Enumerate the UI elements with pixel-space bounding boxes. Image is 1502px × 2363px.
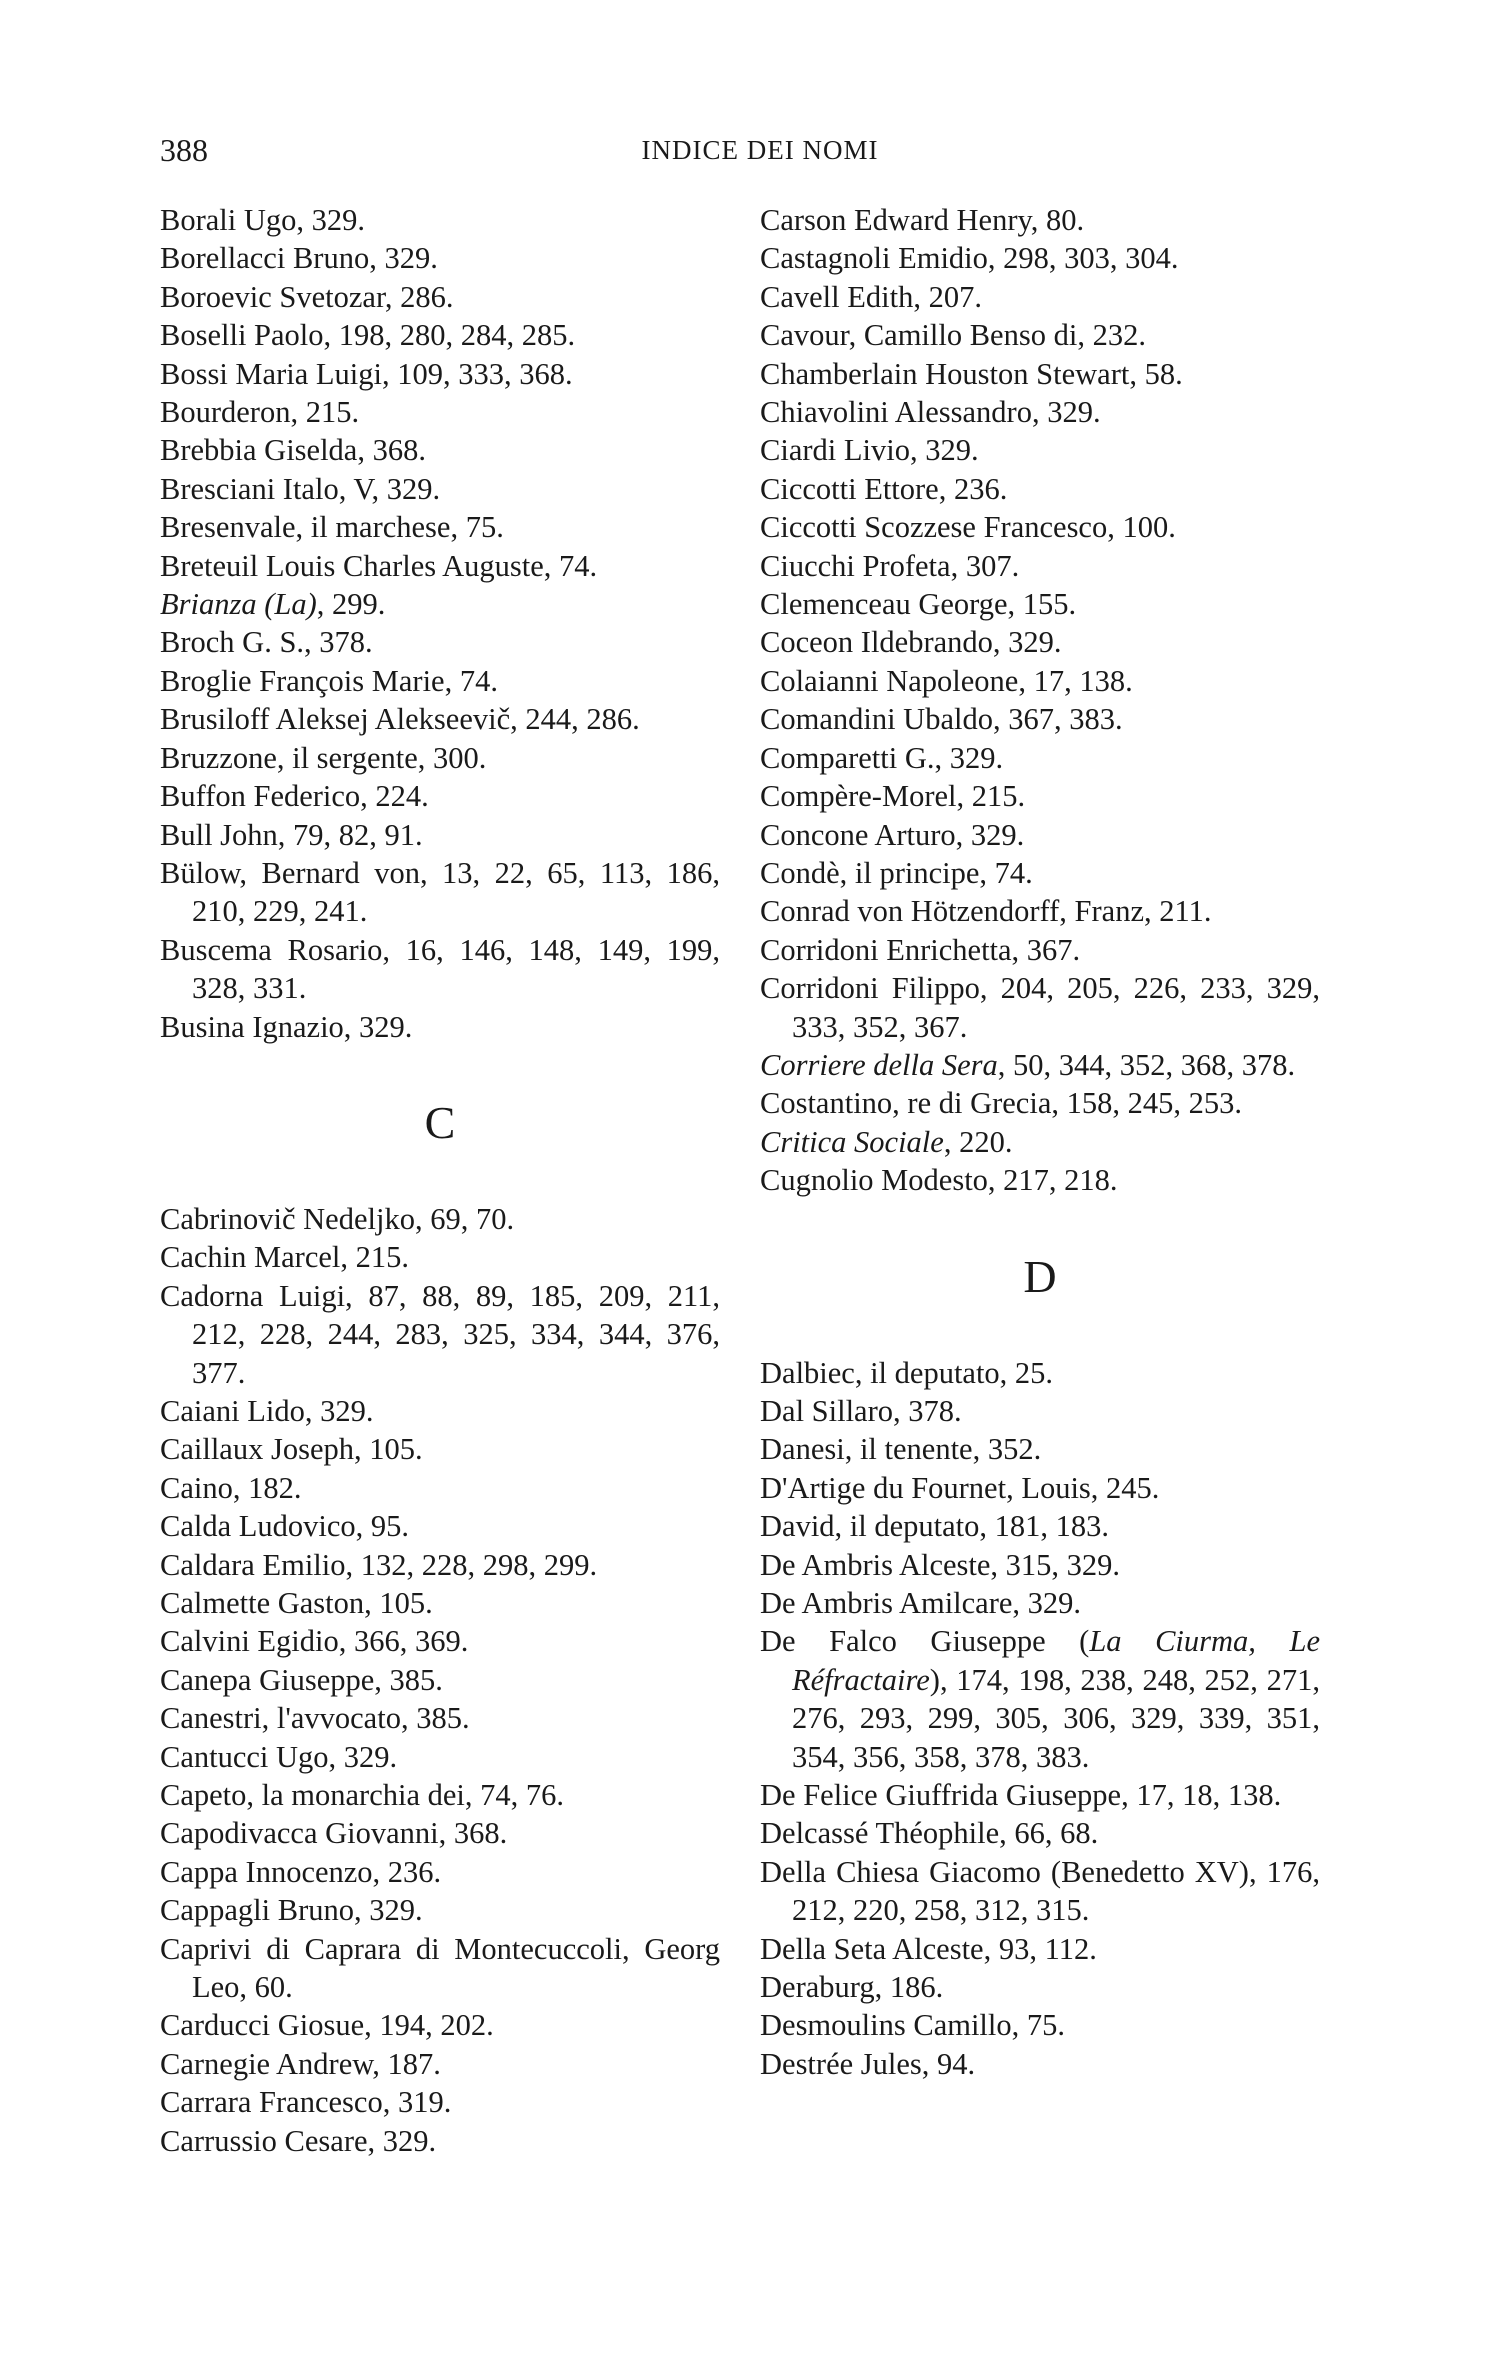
entry-text: Borellacci Bruno, 329. — [160, 241, 438, 276]
index-entry — [160, 1661, 720, 1699]
index-entry — [760, 1084, 1320, 1122]
entry-text: Dalbiec, il deputato, 25. — [760, 1355, 1054, 1390]
entry-text: Conrad von Hötzendorff, Franz, 211. — [760, 894, 1212, 929]
index-entry — [760, 892, 1320, 930]
index-entry — [160, 662, 720, 700]
index-entry — [760, 1814, 1320, 1852]
index-entry — [160, 1814, 720, 1852]
index-entry — [760, 816, 1320, 854]
entry-text: Carrussio Cesare, 329. — [160, 2123, 437, 2158]
entry-text: Bresenvale, il marchese, 75. — [160, 510, 504, 545]
entry-text: Della Chiesa Giacomo (Benedetto XV), 176, 212, 220, 258, 312, 315. — [760, 1854, 1320, 1928]
entry-text: Bresciani Italo, V, 329. — [160, 471, 441, 506]
index-entry — [160, 201, 720, 239]
index-entry — [160, 585, 720, 623]
index-entry — [760, 508, 1320, 546]
entry-text: Canepa Giuseppe, 385. — [160, 1662, 443, 1697]
entry-text: Buscema Rosario, 16, 146, 148, 149, 199, 328, 331. — [160, 932, 720, 1006]
index-entry — [160, 1738, 720, 1776]
index-entry — [760, 1392, 1320, 1430]
entry-text: Capeto, la monarchia dei, 74, 76. — [160, 1778, 565, 1813]
index-entry — [760, 777, 1320, 815]
entry-text: Cavour, Camillo Benso di, 232. — [760, 318, 1146, 353]
entry-italic-title: La Ciurma, Le Réfractaire — [792, 1624, 1320, 1697]
entry-text: Concone Arturo, 329. — [760, 817, 1025, 852]
entry-text: Castagnoli Emidio, 298, 303, 304. — [760, 241, 1179, 276]
index-entry — [760, 470, 1320, 508]
entry-text: Cachin Marcel, 215. — [160, 1240, 410, 1275]
entry-text: Calvini Egidio, 366, 369. — [160, 1624, 469, 1659]
index-entry — [760, 2006, 1320, 2044]
index-entry — [760, 1968, 1320, 2006]
entry-text: Bülow, Bernard von, 13, 22, 65, 113, 186, 210, 229, 241. — [160, 855, 720, 929]
index-entry — [760, 1853, 1320, 1930]
index-entry — [160, 623, 720, 661]
entry-text: Broch G. S., 378. — [160, 625, 373, 660]
index-entry — [760, 431, 1320, 469]
entry-text: Bourderon, 215. — [160, 395, 360, 430]
entry-text: Colaianni Napoleone, 17, 138. — [760, 663, 1133, 698]
index-entry — [160, 1699, 720, 1737]
entry-text: Calmette Gaston, 105. — [160, 1586, 433, 1620]
entry-text: Della Seta Alceste, 93, 112. — [760, 1931, 1097, 1966]
index-entry — [160, 1546, 720, 1584]
entry-text: Brebbia Giselda, 368. — [160, 433, 426, 468]
entry-text: Condè, il principe, 74. — [760, 855, 1033, 890]
entry-text: Cappagli Bruno, 329. — [160, 1893, 423, 1928]
index-entry — [760, 2045, 1320, 2083]
entry-italic-title: Brianza (La) — [160, 587, 317, 622]
entry-text: Brusiloff Aleksej Alekseevič, 244, 286. — [160, 702, 640, 737]
index-entry — [160, 1584, 720, 1622]
index-entry — [160, 278, 720, 316]
entry-text: Danesi, il tenente, 352. — [760, 1432, 1042, 1467]
entry-text: Caldara Emilio, 132, 228, 298, 299. — [160, 1547, 598, 1582]
entry-text: Chamberlain Houston Stewart, 58. — [760, 356, 1183, 391]
entry-text: Bossi Maria Luigi, 109, 333, 368. — [160, 356, 573, 391]
entry-text: Buffon Federico, 224. — [160, 779, 429, 814]
entry-italic-title: Critica Sociale — [760, 1124, 944, 1159]
entry-text: , 299. — [316, 587, 386, 622]
entry-text: Ciccotti Scozzese Francesco, 100. — [760, 510, 1176, 545]
entry-text: Canestri, l'avvocato, 385. — [160, 1701, 470, 1736]
index-entry — [760, 1930, 1320, 1968]
index-entry — [760, 1354, 1320, 1392]
index-entry — [160, 1507, 720, 1545]
entry-text: Caprivi di Caprara di Montecuccoli, Georg Leo, 60. — [160, 1931, 720, 2005]
index-entry — [160, 1008, 720, 1046]
index-entry — [160, 2122, 720, 2160]
index-entry — [160, 1277, 720, 1392]
index-entry — [760, 662, 1320, 700]
entries-d — [760, 1354, 1320, 2084]
index-entry — [760, 1123, 1320, 1161]
index-entry — [160, 508, 720, 546]
page-number: 388 — [160, 132, 208, 168]
index-entry — [760, 355, 1320, 393]
index-entry — [760, 316, 1320, 354]
index-entry — [160, 777, 720, 815]
index-entry — [760, 201, 1320, 239]
entry-text: Cugnolio Modesto, 217, 218. — [760, 1163, 1118, 1198]
index-entry — [760, 547, 1320, 585]
index-entry — [160, 854, 720, 931]
index-entry — [760, 854, 1320, 892]
section-heading-d: D — [1023, 1250, 1057, 1302]
entry-text: Coceon Ildebrando, 329. — [760, 625, 1062, 660]
entry-text: Chiavolini Alessandro, 329. — [760, 395, 1101, 430]
index-entry — [160, 1469, 720, 1507]
index-entry — [160, 547, 720, 585]
entry-text: De Ambris Alceste, 315, 329. — [760, 1547, 1121, 1582]
index-entry — [760, 1507, 1320, 1545]
entry-text: D'Artige du Fournet, Louis, 245. — [760, 1470, 1160, 1505]
left-column — [160, 201, 720, 2160]
entry-text: Deraburg, 186. — [760, 1970, 944, 2005]
entry-text: Bull John, 79, 82, 91. — [160, 817, 423, 852]
entry-text: ), 174, 198, 238, 248, 252, 271, 276, 293, 299, 305, 306, 329, 339, 351, 354, 356, 358, 378, 383. — [792, 1662, 1320, 1774]
entry-text: Carducci Giosue, 194, 202. — [160, 2008, 494, 2043]
entries-c-continued — [760, 201, 1320, 1200]
index-entry — [160, 739, 720, 777]
index-entry — [160, 431, 720, 469]
index-entry — [760, 739, 1320, 777]
entry-text: Costantino, re di Grecia, 158, 245, 253. — [760, 1086, 1242, 1121]
index-entry — [760, 1584, 1320, 1622]
entry-text: Cappa Innocenzo, 236. — [160, 1854, 442, 1889]
index-entry — [160, 1930, 720, 2007]
index-entry — [160, 1622, 720, 1660]
entry-text: Ciardi Livio, 329. — [760, 433, 979, 468]
index-entry — [760, 969, 1320, 1046]
index-entry — [160, 316, 720, 354]
entry-text: De Falco Giuseppe ( — [760, 1624, 1090, 1659]
entry-text: Corridoni Enrichetta, 367. — [760, 932, 1081, 967]
index-entry — [160, 1200, 720, 1238]
entry-text: Bruzzone, il sergente, 300. — [160, 740, 487, 775]
running-title: INDICE DEI NOMI — [641, 135, 879, 165]
entry-text: Capodivacca Giovanni, 368. — [160, 1816, 508, 1851]
index-entry — [160, 1392, 720, 1430]
index-entry — [160, 355, 720, 393]
entry-text: Cavell Edith, 207. — [760, 279, 982, 314]
index-entry — [160, 1853, 720, 1891]
entry-text: Cantucci Ugo, 329. — [160, 1739, 398, 1774]
index-entry — [160, 239, 720, 277]
entry-text: Breteuil Louis Charles Auguste, 74. — [160, 548, 598, 583]
entry-text: Broglie François Marie, 74. — [160, 663, 498, 698]
index-entry — [760, 1161, 1320, 1199]
entry-text: De Felice Giuffrida Giuseppe, 17, 18, 138. — [760, 1778, 1282, 1813]
index-entry — [760, 931, 1320, 969]
index-entry — [760, 239, 1320, 277]
index-entry — [160, 393, 720, 431]
index-entry — [160, 931, 720, 1008]
index-entry — [160, 470, 720, 508]
entry-text: , 220. — [943, 1124, 1013, 1159]
entry-text: Boroevic Svetozar, 286. — [160, 279, 454, 314]
index-entry — [160, 700, 720, 738]
index-entry — [160, 2045, 720, 2083]
entry-text: Desmoulins Camillo, 75. — [760, 2008, 1065, 2043]
index-entry — [760, 278, 1320, 316]
entry-text: Cadorna Luigi, 87, 88, 89, 185, 209, 211, 212, 228, 244, 283, 325, 334, 344, 376, 377. — [160, 1278, 720, 1390]
index-entry — [760, 1046, 1320, 1084]
entry-text: , 50, 344, 352, 368, 378. — [997, 1047, 1296, 1082]
entry-text: Borali Ugo, 329. — [160, 203, 366, 237]
index-entry — [160, 816, 720, 854]
entry-text: Calda Ludovico, 95. — [160, 1509, 410, 1544]
index-entry — [760, 393, 1320, 431]
entry-text: David, il deputato, 181, 183. — [760, 1509, 1110, 1544]
entry-text: Boselli Paolo, 198, 280, 284, 285. — [160, 318, 576, 353]
index-entry — [760, 1546, 1320, 1584]
index-entry — [760, 1430, 1320, 1468]
index-entry — [760, 700, 1320, 738]
entry-text: Caino, 182. — [160, 1470, 302, 1505]
entries-b — [160, 201, 720, 1046]
entry-text: Destrée Jules, 94. — [760, 2046, 976, 2081]
entry-text: Caiani Lido, 329. — [160, 1393, 374, 1428]
entry-text: Clemenceau George, 155. — [760, 587, 1077, 622]
index-entry — [760, 1622, 1320, 1776]
entry-text: Compère-Morel, 215. — [760, 779, 1026, 814]
index-entry — [160, 2083, 720, 2121]
entry-text: Delcassé Théophile, 66, 68. — [760, 1816, 1099, 1851]
index-entry — [160, 2006, 720, 2044]
index-entry — [160, 1891, 720, 1929]
index-entry — [760, 623, 1320, 661]
entry-text: Busina Ignazio, 329. — [160, 1009, 413, 1044]
entry-text: Ciccotti Ettore, 236. — [760, 471, 1008, 506]
index-entry — [160, 1430, 720, 1468]
index-entry — [760, 1469, 1320, 1507]
entry-text: Carrara Francesco, 319. — [160, 2085, 452, 2120]
index-entry — [760, 1776, 1320, 1814]
entry-text: Dal Sillaro, 378. — [760, 1393, 962, 1428]
entry-text: Carson Edward Henry, 80. — [760, 203, 1085, 237]
entries-c — [160, 1200, 720, 2160]
entry-italic-title: Corriere della Sera — [760, 1047, 998, 1082]
entry-text: Comandini Ubaldo, 367, 383. — [760, 702, 1123, 737]
entry-text: Ciucchi Profeta, 307. — [760, 548, 1020, 583]
entry-text: Carnegie Andrew, 187. — [160, 2046, 441, 2081]
entry-text: Cabrinovič Nedeljko, 69, 70. — [160, 1201, 515, 1236]
entry-text: Corridoni Filippo, 204, 205, 226, 233, 329, 333, 352, 367. — [760, 971, 1320, 1044]
section-heading-c: C — [424, 1096, 456, 1148]
index-entry — [160, 1238, 720, 1276]
index-entry — [160, 1776, 720, 1814]
entry-text: De Ambris Amilcare, 329. — [760, 1586, 1082, 1620]
index-entry — [760, 585, 1320, 623]
entry-text: Caillaux Joseph, 105. — [160, 1432, 423, 1467]
entry-text: Comparetti G., 329. — [760, 740, 1004, 775]
right-column — [760, 201, 1320, 2083]
